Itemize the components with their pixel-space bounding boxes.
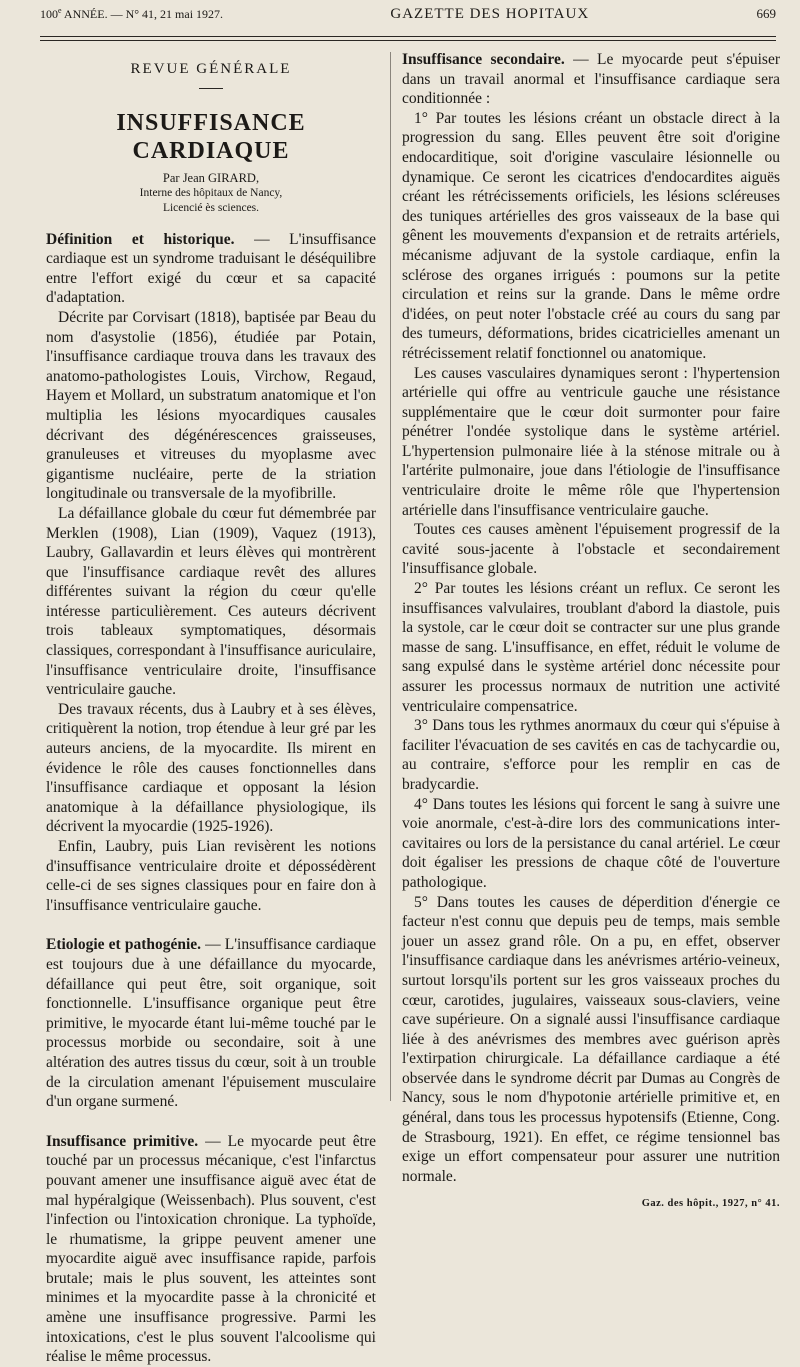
citation-footer: Gaz. des hôpit., 1927, n° 41. [641, 1198, 780, 1210]
paragraph: 4° Dans toutes les lésions qui forcent le sang à suivre une voie anormale, c'est-à-dire lors des communications inter-cavitaires ou lors de la persistance du canal artériel. Le cœur doit égaliser les pressions de chaque côté de l'ouverture pathologique. [402, 795, 780, 891]
paragraph: Des travaux récents, dus à Laubry et à ses élèves, critiquèrent la notion, trop étendue à leur gré par les auteurs anciens, de la myocardite. Ils mirent en évidence le rôle des causes fonctionnelles dans l'insuffisance cardiaque et opposant la lésion anatomique à la défaillance physiologique, ils décrivent la myocardie (1925-1926). [46, 700, 376, 836]
left-column [46, 50, 376, 1367]
section-heading: Insuffisance primitive. [46, 1132, 199, 1150]
paragraph: Etiologie et pathogénie. — L'insuffisance cardiaque est toujours due à une défaillance du myocarde, défaillance qui peut être, soit organique, soit fonctionnelle. L'insuffisance organique peut être primitive, le myocarde étant lui-même touché par le processus morbide ou secondaire, soit à une altération des autres tissus du cœur, soit à un trouble de la circulation amenant l'épuisement musculaire d'un organe surmené. [46, 936, 376, 1111]
paragraph: Insuffisance primitive. — Le myocarde peut être touché par un processus mécanique, c'est l'infarctus pouvant amener une insuffisance aiguë avec état de mal hypéralgique (Weissenbach). Plus souvent, c'est l'infection ou l'intoxication chronique. La typhoïde, le rhumatisme, la grippe peuvent amener une myocardite aiguë avec insuffisance rapide, parfois brutale; mais le plus souvent, les atteintes sont minimes et la myocardite passe à la chronicité et amène une insuffisance progressive. Parmi les intoxications, c'est le plus souvent l'alcoolisme qui réalise le même processus. [46, 1132, 377, 1366]
author-name: Par Jean GIRARD, [162, 170, 260, 185]
section-rubric: REVUE GÉNÉRALE [130, 61, 292, 77]
paragraph: Les causes vasculaires dynamiques seront : l'hypertension artérielle qui offre au ventricule gauche une résistance supplémentaire que le cœur doit surmonter pour faire pénétrer l'ondée systolique dans le système artériel. L'hypertension pulmonaire liée à la sténose mitrale ou à l'artérite pulmonaire, joue dans l'étiologie de l'insuffisance ventriculaire droite le même rôle que l'hypertension artérielle dans l'insuffisance ventriculaire gauche. [402, 364, 780, 519]
paragraph: 3° Dans tous les rythmes anormaux du cœur qui s'épuise à faciliter l'évacuation de ses cavités en cas de tachycardie ou, au contraire, s'efforce pour les remplir en cas de bradycardie. [402, 717, 780, 793]
paragraph: Enfin, Laubry, puis Lian revisèrent les notions d'insuffisance ventriculaire droite et dépossédèrent celle-ci de ses signes classiques pour en faire don à l'insuffisance ventriculaire gauche. [46, 838, 376, 914]
paragraph: 2° Par toutes les lésions créant un reflux. Ce seront les insuffisances valvulaires, troublant d'abord la diastole, puis la systole, car le cœur doit se contracter sur une plus grande masse de sang. L'insuffisance, en effet, réduit le volume de sang expulsé dans le système artériel donc nécessite pour assurer les processus normaux de nutrition une activité ventriculaire compensatrice. [402, 580, 780, 715]
paragraph: Insuffisance secondaire. — Le myocarde peut s'épuiser dans un travail anormal et l'insuffisance cardiaque sera conditionnée : [402, 51, 780, 108]
rubric-divider [199, 88, 223, 89]
paragraph: 1° Par toutes les lésions créant un obstacle direct à la progression du sang. Elles peuvent être soit d'origine endocarditique, soit d'origine vasculaire lésionnelle ou dynamique. Ce seront les cicatrices d'endocardites aiguës créant les rétrécissements orificiels, les lésions scléreuses des tuniques artérielles des gros vaisseaux de la base qui gênent les mouvements d'expansion et de retraits artériels, mécanisme adjuvant de la systole cardiaque, enfin la sclérose des organes irrigués : poumons sur la petite circulation et reins sur la grande. Dans le même ordre d'idées, on peut noter l'obstacle créé au cours du sang par des tumeurs, déformations, brides cicatricielles amenant un rétrécissement relatif fonctionnel ou anatomique. [402, 109, 780, 362]
column-divider [390, 52, 391, 1101]
section-heading: Etiologie et pathogénie. [46, 936, 202, 954]
journal-title: GAZETTE DES HOPITAUX [390, 6, 590, 22]
paragraph: Toutes ces causes amènent l'épuisement progressif de la cavité sous-jacente à l'obstacle et secondairement l'insuffisance globale. [402, 521, 780, 578]
article-title: INSUFFISANCE CARDIAQUE [116, 109, 306, 164]
page-number: 669 [756, 6, 776, 21]
right-column [402, 50, 780, 1214]
author-position: Interne des hôpitaux de Nancy, [139, 186, 283, 199]
paragraph: Décrite par Corvisart (1818), baptisée par Beau du nom d'asystolie (1856), étudiée par Potain, l'insuffisance cardiaque trouva dans les travaux des anatomo-pathologistes Louis, Virchow, Regaud, Hayem et Mollard, un substratum anatomique et l'on multiplia les lésions myocardiques causales décrivant des dégénérescences graisseuses, granuleuses et vitreuses du myoplasme avec gigantisme nucléaire, perte de la striation longitudinale ou transversale de la myofibrille. [46, 308, 376, 503]
byline [46, 171, 376, 216]
author-degree: Licencié ès sciences. [162, 201, 260, 214]
paragraph: 5° Dans toutes les causes de déperdition d'énergie ce facteur n'est connu que depuis peu de temps, mais semble jouer un assez grand rôle. On a pu, en effet, observer l'insuffisance cardiaque dans les anévrismes artério-veineux, surtout lorsqu'ils portent sur les gros vaisseaux proches du cœur, carotides, jugulaires, vaisseaux sous-claviers, veine cave supérieure. On a signalé aussi l'insuffisance cardiaque liée à des anévrismes des membres avec guérison après l'extirpation chirurgicale. La défaillance cardiaque a été observée dans le syndrome décrit par Dumas au Congrès de Nancy, sous le nom d'hypotonie artérielle primitive et, en général, dans tous les processus hypotensifs (Etienne, Cong. de Strasbourg, 1921). En effet, ce régime tensionnel bas exige un effort compensateur pour assurer une nutrition normale. [402, 893, 780, 1185]
section-heading: Insuffisance secondaire. [402, 51, 565, 68]
running-header [40, 6, 776, 37]
section-heading: Définition et historique. [46, 230, 235, 248]
paragraph: Définition et historique. — L'insuffisance cardiaque est un syndrome traduisant le déséquilibre entre l'effort exigé du cœur et sa capacité d'adaptation. [46, 230, 376, 307]
issue-info: 100e ANNÉE. — N° 41, 21 mai 1927. [40, 6, 224, 21]
header-rule [40, 40, 776, 41]
paragraph: La défaillance globale du cœur fut démembrée par Merklen (1908), Lian (1909), Vaquez (1913), Laubry, Gallavardin et leurs élèves qui montrèrent que l'insuffisance cardiaque revêt des allures différentes suivant la région du cœur qu'elle intéresse particulièrement. Ces auteurs décrivent trois tableaux symptomatiques, désormais classiques, correspondant à l'insuffisance auriculaire, l'insuffisance ventriculaire droite, l'insuffisance ventriculaire gauche. [46, 504, 376, 699]
